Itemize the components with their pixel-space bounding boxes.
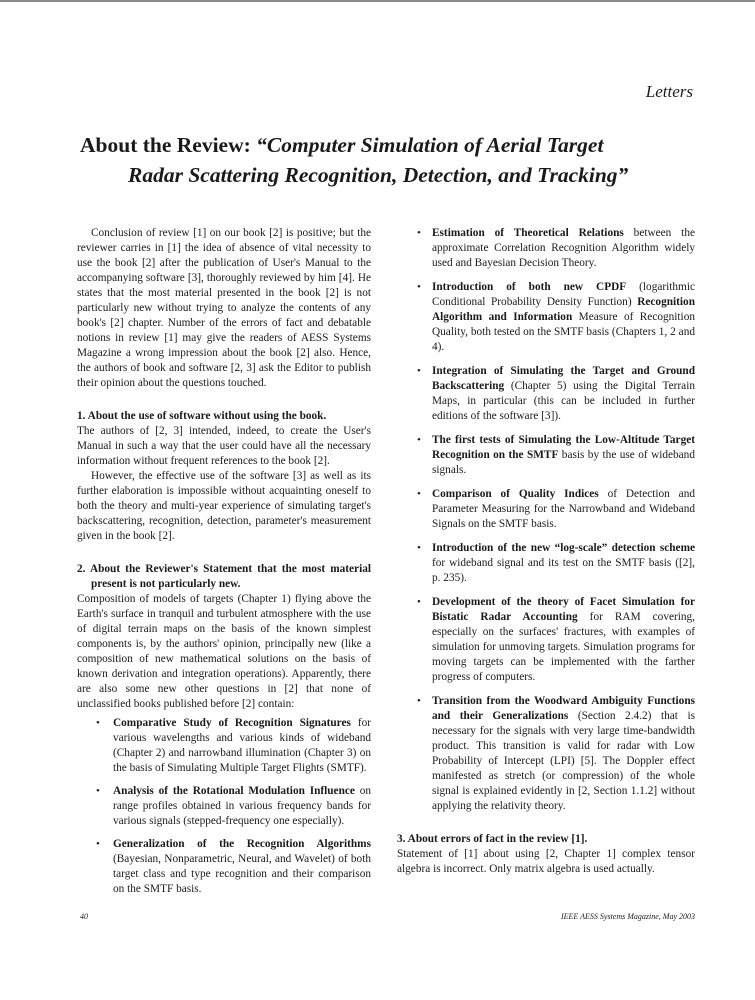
intro-paragraph: Conclusion of review [1] on our book [2] is positive; but the reviewer carries in [1] the idea of absence of vital necessity to use the book [2] after the publication of User's Manual to the accompanying software [3], thoroughly reviewed by him [4]. He states that the most material presented in the book [2] is not particularly new without trying to analyze the contents of any book's [2] chapter. Number of the errors of fact and debatable notions in review [1] may give the readers of AESS Systems Magazine a wrong impression about the book [2] also. Hence, the authors of book and software [2, 3] ask the Editor to publish their opinion about the questions touched. (77, 227, 371, 389)
bullet-icon: • (417, 488, 421, 500)
list-item: • Generalization of the Recognition Algorithms (Bayesian, Nonparametric, Neural, and Wavelet) of both target class and type recognition and their comparison on the SMTF basis. (96, 838, 371, 895)
section-3-paragraph-1: Statement of [1] about using [2, Chapter 1] complex tensor algebra is incorrect. Only matrix algebra is used actually. (397, 848, 695, 875)
article-title (80, 130, 720, 190)
top-rule (0, 0, 755, 2)
bullet-icon: • (417, 365, 421, 377)
list-item: • The first tests of Simulating the Low-Altitude Target Recognition on the SMTF basis by the use of wideband signals. (417, 434, 695, 476)
title-line2: Radar Scattering Recognition, Detection, and Tracking” (128, 163, 629, 187)
section-3-heading: 3. About errors of fact in the review [1]. (397, 833, 588, 845)
bullet-icon: • (96, 717, 100, 729)
list-item: • Estimation of Theoretical Relations between the approximate Correlation Recognition Algorithm widely used and Bayesian Decision Theory. (417, 227, 695, 269)
title-prefix: About the Review: (80, 133, 257, 157)
page-number: 40 (80, 912, 88, 921)
list-item: • Introduction of the new “log-scale” detection scheme for wideband signal and its test on the SMTF basis ([2], p. 235). (417, 542, 695, 584)
list-item: • Comparative Study of Recognition Signatures for various wavelengths and various kinds of wideband (Chapter 2) and narrowband illumination (Chapter 3) on the basis of Simulating Multiple Target Flights (SMTF). (96, 717, 372, 774)
list-item: • Development of the theory of Facet Simulation for Bistatic Radar Accounting for RAM covering, especially on the surfaces' fractures, with examples of simulation for unmoving targets. Simulation programs for moving targets can be implemented with the farther progress of computers. (417, 596, 696, 683)
section-2-paragraph-1: Composition of models of targets (Chapter 1) flying above the Earth's surface in tranquil and turbulent atmosphere with the use of digital terrain maps on the basis of the known simplest components is, by the authors' opinion, principally new (like a composition of new mathematical solutions on the basis of known derivation and integration operations). Apparently, there are also some new other questions in [2] that none of unclassified books published before [2] contain: (77, 593, 371, 710)
bullet-icon: • (417, 281, 421, 293)
left-column (77, 226, 371, 905)
bullet-icon: • (417, 542, 421, 554)
bullet-icon: • (96, 785, 100, 797)
title-line1: “Computer Simulation of Aerial Target (256, 133, 604, 157)
right-bullets (397, 226, 695, 814)
bullet-icon: • (417, 695, 421, 707)
section-2-heading: 2. About the Reviewer's Statement that the most material present is not particularly new. (77, 563, 371, 590)
right-column (397, 226, 695, 877)
list-item: • Transition from the Woodward Ambiguity Functions and their Generalizations (Section 2.4.2) that is necessary for the signals with very large time-bandwidth product. This transition is valid for radar with Low Probability of Intercept (LPI) [5]. The Doppler effect manifested as stretch (or compression) of the whole signal is explained evidently in [2, Section 1.1.2] without applying the relativity theory. (417, 695, 695, 812)
bullet-icon: • (417, 596, 421, 608)
section-2-bullets (77, 716, 371, 897)
list-item: • Integration of Simulating the Target and Ground Backscattering (Chapter 5) using the Digital Terrain Maps, in particular (this can be included in further editions of the software [3]). (417, 365, 695, 422)
bullet-icon: • (96, 838, 100, 850)
bullet-icon: • (417, 434, 421, 446)
list-item: • Comparison of Quality Indices of Detection and Parameter Measuring for the Narrowband and Wideband Signals on the SMTF basis. (417, 488, 695, 530)
list-item: • Analysis of the Rotational Modulation Influence on range profiles obtained in various frequency bands for various signals (stepped-frequency one especially). (96, 785, 372, 827)
section-1-heading: 1. About the use of software without using the book. (77, 410, 327, 422)
section-1-paragraph-1: The authors of [2, 3] intended, indeed, to create the User's Manual in such a way that the user could have all the necessary information without frequent references to the book [2]. (77, 425, 371, 467)
section-1-paragraph-2: However, the effective use of the software [3] as well as its further elaboration is impossible without acquainting oneself to both the theory and multi-year experience of simulating target's backscattering, recognition, detection, parameter's measurement given in the book [2]. (77, 470, 371, 542)
journal-footer: IEEE AESS Systems Magazine, May 2003 (560, 912, 695, 921)
section-label: Letters (645, 82, 693, 101)
bullet-icon: • (417, 227, 421, 239)
list-item: • Introduction of both new CPDF (logarithmic Conditional Probability Density Function) Recognition Algorithm and Information Measure of Recognition Quality, both tested on the SMTF basis (Chapters 1, 2 and 4). (417, 281, 695, 353)
